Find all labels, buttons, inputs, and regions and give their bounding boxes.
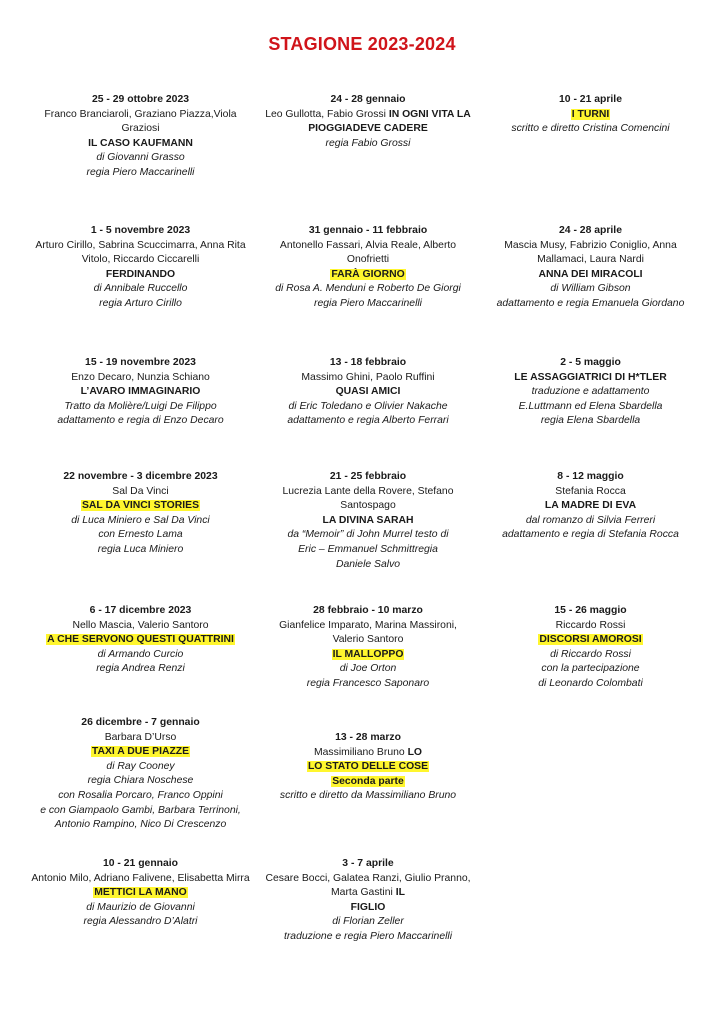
show-title — [25, 137, 256, 152]
show-cast — [25, 239, 256, 268]
cast-title-fragment: LO — [407, 746, 422, 758]
show-credit: da “Memoir” di John Murrel testo di — [287, 529, 449, 541]
show-dates: 6 - 17 dicembre 2023 — [89, 605, 192, 616]
show-credit: Tratto da Molière/Luigi De Filippo — [64, 400, 217, 412]
show-dates: 21 - 25 febbraio — [329, 471, 407, 482]
show-entry — [259, 356, 477, 470]
show-entry — [477, 604, 704, 734]
show-entry — [259, 731, 477, 857]
show-title-text: SAL DA VINCI STORIES — [81, 500, 199, 512]
show-dates: 15 - 26 maggio — [554, 605, 627, 616]
show-credit: regia Francesco Saponaro — [306, 677, 430, 689]
show-cast — [262, 485, 474, 514]
show-title-text: TAXI A DUE PIAZZE — [91, 746, 190, 758]
show-title — [262, 901, 474, 916]
show-title — [480, 108, 701, 123]
show-credit: adattamento e regia Alberto Ferrari — [287, 415, 449, 427]
show-dates: 24 - 28 gennaio — [330, 94, 406, 105]
show-title-text: FERDINANDO — [105, 268, 176, 280]
show-title-text: LE ASSAGGIATRICI DI H*TLER — [514, 371, 667, 383]
show-credit: regia Fabio Grossi — [325, 137, 411, 149]
show-credit: regia Elena Sbardella — [540, 415, 641, 427]
show-credit: regia Arturo Cirillo — [99, 297, 182, 309]
show-credit: con la partecipazione — [541, 663, 640, 675]
page-title: STAGIONE 2023-2024 — [268, 34, 456, 54]
cast-title-fragment: IL — [395, 887, 405, 899]
show-dates: 28 febbraio - 10 marzo — [313, 605, 423, 616]
show-title-text: DISCORSI AMOROSI — [539, 634, 642, 646]
show-credit: di Riccardo Rossi — [550, 648, 631, 660]
show-cast — [262, 746, 474, 761]
show-cast — [262, 108, 474, 137]
show-cast — [262, 239, 474, 268]
show-credit: di Joe Orton — [339, 663, 397, 675]
show-credit: di Maurizio de Giovanni — [86, 901, 195, 913]
show-title-text: QUASI AMICI — [335, 386, 401, 398]
show-title — [262, 514, 474, 529]
cast-names: Cesare Bocci, Galatea Ranzi, Giulio Pranno, Marta Gastini — [265, 872, 471, 899]
cast-names: Sal Da Vinci — [112, 485, 169, 497]
schedule-column-3 — [477, 93, 704, 987]
show-entry — [477, 356, 704, 470]
show-dates: 22 novembre - 3 dicembre 2023 — [63, 471, 218, 482]
schedule-column-1 — [22, 93, 259, 987]
show-cast — [25, 731, 256, 746]
show-credit: regia Luca Miniero — [97, 543, 184, 555]
show-credit: Daniele Salvo — [335, 558, 401, 570]
show-title-text: A CHE SERVONO QUESTI QUATTRINI — [47, 634, 234, 646]
show-credit: e con Giampaolo Gambi, Barbara Terrinoni, — [40, 804, 241, 816]
show-dates: 8 - 12 maggio — [557, 471, 624, 482]
show-title — [262, 760, 474, 775]
show-title-text: FIGLIO — [350, 901, 386, 913]
cast-names: Leo Gullotta, Fabio Grossi — [265, 108, 386, 120]
show-credit: di Armando Curcio — [97, 648, 184, 660]
show-cast — [262, 619, 474, 648]
show-title-text: IL MALLOPPO — [332, 648, 404, 660]
show-title-text: L’AVARO IMMAGINARIO — [80, 386, 201, 398]
show-credit: di William Gibson — [550, 283, 631, 295]
schedule-column-2 — [259, 93, 477, 987]
show-title — [262, 268, 474, 283]
cast-names: Stefania Rocca — [555, 485, 626, 497]
cast-names: Gianfelice Imparato, Marina Massironi, Valerio Santoro — [279, 619, 457, 646]
show-credit: di Giovanni Grasso — [96, 152, 185, 164]
show-dates: 15 - 19 novembre 2023 — [85, 357, 196, 368]
show-cast — [25, 485, 256, 500]
show-cast — [25, 872, 256, 887]
cast-names: Antonio Milo, Adriano Falivene, Elisabetta Mirra — [31, 872, 250, 884]
cast-names: Franco Branciaroli, Graziano Piazza,Viola Graziosi — [44, 108, 237, 135]
show-credit: con Ernesto Lama — [98, 529, 183, 541]
show-credit: Antonio Rampino, Nico Di Crescenzo — [54, 819, 227, 831]
show-entry — [22, 604, 259, 716]
show-entry — [22, 356, 259, 470]
show-cast — [25, 108, 256, 137]
show-credit: scritto e diretto Cristina Comencini — [511, 123, 670, 135]
show-entry — [259, 224, 477, 356]
show-title-text: I TURNI — [571, 108, 610, 120]
cast-title-fragment: IN OGNI VITA LA PIOGGIADEVE CADERE — [308, 108, 471, 135]
show-credit: regia Alessandro D’Alatri — [83, 916, 198, 928]
show-title-text: LO STATO DELLE COSE — [307, 761, 429, 773]
cast-names: Barbara D’Urso — [104, 731, 177, 743]
show-credit: di Eric Toledano e Olivier Nakache — [288, 400, 448, 412]
show-subtitle-text: Seconda parte — [332, 775, 404, 787]
show-title — [25, 745, 256, 760]
show-credit: scritto e diretto da Massimiliano Bruno — [279, 790, 457, 802]
show-credit: adattamento e regia di Enzo Decaro — [57, 415, 224, 427]
cast-names: Antonello Fassari, Alvia Reale, Alberto Onofrietti — [279, 239, 457, 266]
show-credit: dal romanzo di Silvia Ferreri — [525, 514, 656, 526]
show-dates: 2 - 5 maggio — [560, 357, 621, 368]
show-dates: 10 - 21 aprile — [559, 94, 622, 105]
show-entry — [477, 93, 704, 224]
show-credit: di Luca Miniero e Sal Da Vinci — [71, 514, 210, 526]
show-dates: 1 - 5 novembre 2023 — [90, 225, 191, 236]
show-title — [25, 633, 256, 648]
show-dates: 25 - 29 ottobre 2023 — [91, 94, 190, 105]
cast-names: Riccardo Rossi — [555, 619, 626, 631]
show-credit: di Annibale Ruccello — [93, 283, 188, 295]
show-entry — [259, 93, 477, 224]
show-credit: regia Chiara Noschese — [87, 775, 194, 787]
show-entry — [259, 857, 477, 987]
show-title — [262, 385, 474, 400]
show-title — [480, 633, 701, 648]
show-entry — [22, 470, 259, 604]
show-title-text: IL CASO KAUFMANN — [88, 137, 193, 149]
show-title — [262, 648, 474, 663]
show-dates: 26 dicembre - 7 gennaio — [81, 717, 200, 728]
show-cast — [480, 485, 701, 500]
show-entry — [22, 93, 259, 224]
show-title — [25, 268, 256, 283]
show-entry — [22, 857, 259, 987]
cast-names: Nello Mascia, Valerio Santoro — [72, 619, 209, 631]
cast-names: Lucrezia Lante della Rovere, Stefano Santospago — [282, 485, 454, 512]
cast-names: Arturo Cirillo, Sabrina Scuccimarra, Anna Rita Vitolo, Riccardo Ciccarelli — [35, 239, 246, 266]
show-entry — [22, 224, 259, 356]
show-title — [25, 499, 256, 514]
show-title — [480, 499, 701, 514]
show-subtitle — [262, 775, 474, 790]
show-cast — [262, 371, 474, 386]
show-dates: 24 - 28 aprile — [559, 225, 622, 236]
cast-names: Massimo Ghini, Paolo Ruffini — [301, 371, 435, 383]
show-entry — [259, 604, 477, 731]
show-credit: regia Piero Maccarinelli — [86, 166, 195, 178]
show-title — [25, 886, 256, 901]
show-title-text: METTICI LA MANO — [94, 887, 187, 899]
show-credit: regia Andrea Renzi — [96, 663, 185, 675]
show-title — [480, 371, 701, 386]
show-credit: Eric – Emmanuel Schmittregia — [298, 543, 438, 555]
show-title-text: LA DIVINA SARAH — [322, 514, 414, 526]
show-credit: adattamento e regia di Stefania Rocca — [502, 529, 679, 541]
show-entry — [477, 470, 704, 604]
show-credit: di Rosa A. Menduni e Roberto De Giorgi — [275, 283, 461, 295]
cast-names: Mascia Musy, Fabrizio Coniglio, Anna Mallamaci, Laura Nardi — [504, 239, 677, 266]
show-cast — [25, 371, 256, 386]
show-title — [25, 385, 256, 400]
show-dates: 3 - 7 aprile — [342, 858, 394, 869]
show-title — [480, 268, 701, 283]
show-credit: con Rosalia Porcaro, Franco Oppini — [58, 789, 223, 801]
show-cast — [480, 239, 701, 268]
season-schedule — [22, 93, 704, 987]
show-entry — [477, 224, 704, 356]
show-title-text: ANNA DEI MIRACOLI — [538, 268, 643, 280]
show-title-text: FARÀ GIORNO — [331, 268, 405, 280]
show-title-text: LA MADRE DI EVA — [544, 500, 637, 512]
show-cast — [262, 872, 474, 901]
show-entry — [259, 470, 477, 604]
show-dates: 31 gennaio - 11 febbraio — [308, 225, 428, 236]
show-dates: 13 - 28 marzo — [335, 732, 401, 743]
show-entry — [22, 716, 259, 857]
show-cast — [25, 619, 256, 634]
cast-names: Massimiliano Bruno — [314, 746, 405, 758]
show-credit: di Ray Cooney — [106, 760, 175, 772]
show-dates: 10 - 21 gennaio — [102, 858, 179, 869]
show-credit: di Florian Zeller — [332, 916, 404, 928]
show-credit: di Leonardo Colombati — [538, 677, 643, 689]
show-credit: adattamento e regia Emanuela Giordano — [496, 297, 685, 309]
show-credit: E.Luttmann ed Elena Sbardella — [518, 400, 663, 412]
show-credit: traduzione e regia Piero Maccarinelli — [283, 930, 453, 942]
cast-names: Enzo Decaro, Nunzia Schiano — [71, 371, 210, 383]
show-dates: 13 - 18 febbraio — [329, 357, 407, 368]
show-credit: traduzione e adattamento — [531, 386, 650, 398]
show-credit: regia Piero Maccarinelli — [314, 297, 422, 309]
show-cast — [480, 619, 701, 634]
